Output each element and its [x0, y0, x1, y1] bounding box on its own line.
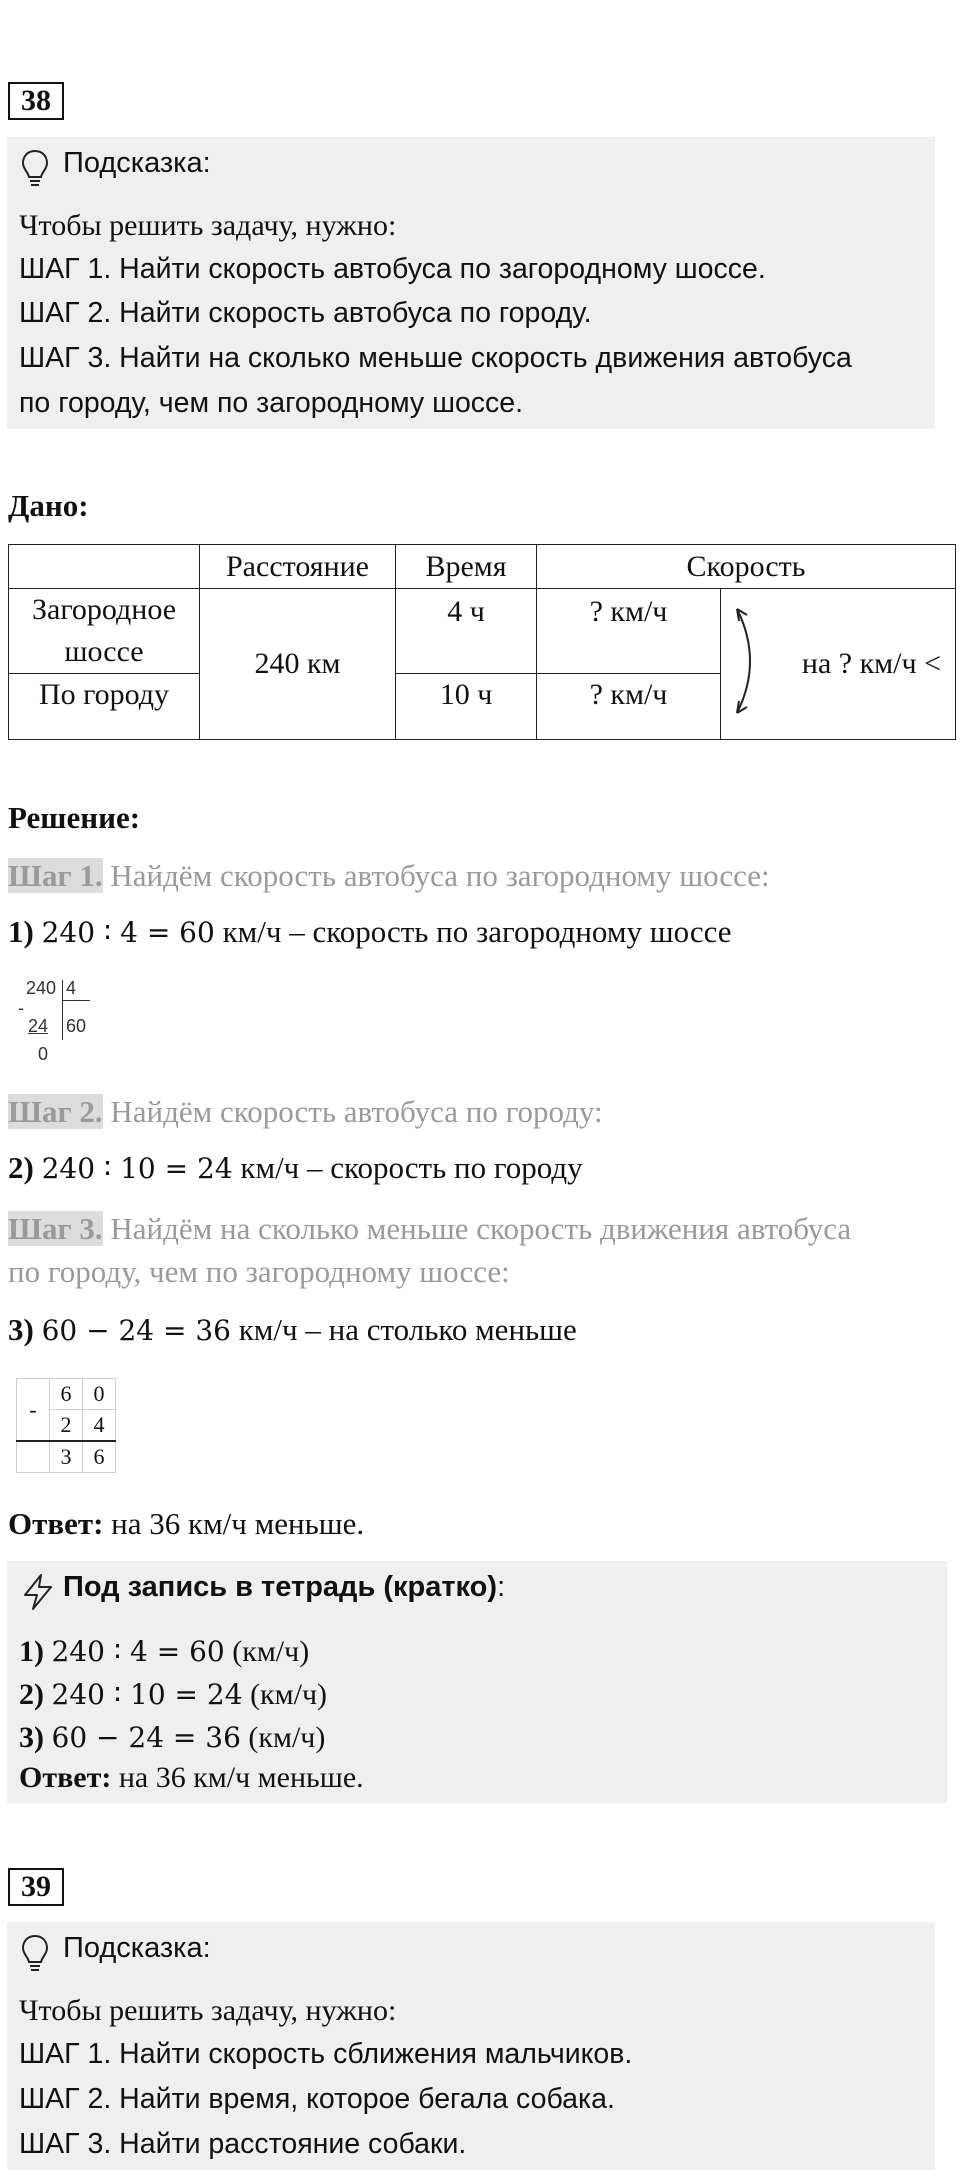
- task-number-39: 39: [8, 1868, 64, 1906]
- step-tag: Шаг 3.: [8, 1211, 103, 1246]
- calc-1: [8, 914, 732, 950]
- hint-title: Подсказка:: [63, 147, 211, 179]
- digit: 3: [50, 1441, 83, 1473]
- step-label: ШАГ 2.: [19, 2083, 112, 2115]
- speed-city: ? км/ч: [537, 674, 721, 740]
- hint-step-2: [19, 297, 592, 330]
- hint-title: Подсказка:: [63, 1932, 211, 1964]
- digit: 0: [83, 1379, 116, 1410]
- row-highway-label: Загородное шоссе: [9, 589, 200, 674]
- step-label: ШАГ 1.: [19, 2038, 112, 2070]
- quotient: 60: [66, 1016, 87, 1036]
- dividend: 240: [26, 978, 57, 998]
- notebook-line-1: [19, 1635, 309, 1669]
- calc-expr: 240 ∶ 4 = 60: [41, 916, 215, 949]
- digit: 2: [50, 1410, 83, 1442]
- hint-intro: Чтобы решить задачу, нужно:: [19, 209, 397, 242]
- time-city: 10 ч: [396, 674, 537, 740]
- long-division: [14, 978, 94, 1070]
- hint-step-3-cont: по городу, чем по загородному шоссе.: [19, 387, 524, 419]
- hint-box: [7, 137, 935, 429]
- time-highway: 4 ч: [396, 589, 537, 674]
- step-text: Найти скорость сближения мальчиков.: [119, 2038, 633, 2070]
- hint-step-2: [19, 2083, 615, 2116]
- step-desc: Найдём на сколько меньше скорость движения автобуса: [110, 1211, 852, 1246]
- header-distance: Расстояние: [200, 545, 396, 589]
- step-text: Найти скорость автобуса по загородному шоссе.: [119, 253, 766, 285]
- calc-num: 1): [19, 1635, 44, 1668]
- hint-step-1: [19, 253, 766, 286]
- digit: 4: [83, 1410, 116, 1442]
- subtrahend: 24: [28, 1016, 49, 1036]
- calc-num: 3): [8, 1312, 34, 1347]
- calc-unit: (км/ч): [240, 1721, 326, 1754]
- step-label: ШАГ 2.: [19, 297, 112, 329]
- header-speed: Скорость: [537, 545, 956, 589]
- calc-unit: (км/ч): [242, 1678, 328, 1711]
- calc-text: км/ч – скорость по загородному шоссе: [214, 914, 732, 949]
- hint-step-3: [19, 342, 852, 375]
- header-time: Время: [396, 545, 537, 589]
- step-text: Найти скорость автобуса по городу.: [119, 297, 592, 329]
- lightbulb-icon: [21, 149, 49, 189]
- answer-label: Ответ:: [19, 1761, 112, 1794]
- speed-highway: ? км/ч: [537, 589, 721, 674]
- answer-text: на 36 км/ч меньше.: [111, 1761, 364, 1794]
- calc-num: 3): [19, 1721, 44, 1754]
- remainder: 0: [38, 1044, 49, 1064]
- solution-step-3-cont: по городу, чем по загородному шоссе:: [8, 1254, 510, 1289]
- step-text: Найти расстояние собаки.: [119, 2128, 467, 2160]
- calc-expr: 60 − 24 = 36: [41, 1314, 231, 1347]
- compare-arrow-icon: [729, 601, 769, 721]
- calc-expr: 60 − 24 = 36: [51, 1721, 241, 1754]
- empty-cell: [17, 1441, 50, 1473]
- notebook-title-text: Под запись в тетрадь (кратко): [63, 1571, 498, 1603]
- row-city-label: По городу: [9, 674, 200, 740]
- calc-num: 2): [19, 1678, 44, 1711]
- calc-expr: 240 ∶ 10 = 24: [51, 1678, 243, 1711]
- solution-step-1: [8, 858, 770, 894]
- step-desc: Найдём скорость автобуса по городу:: [110, 1094, 603, 1129]
- notebook-line-2: [19, 1678, 327, 1712]
- step-tag: Шаг 2.: [8, 1094, 103, 1129]
- hint-step-3: [19, 2128, 466, 2161]
- answer-text: на 36 км/ч меньше.: [103, 1506, 365, 1541]
- solution-heading: Решение:: [8, 800, 141, 835]
- minus-sign: -: [18, 998, 24, 1018]
- calc-expr: 240 ∶ 4 = 60: [51, 1635, 225, 1668]
- digit: 6: [50, 1379, 83, 1410]
- calc-2: [8, 1150, 583, 1186]
- answer-line: [8, 1506, 364, 1542]
- step-label: ШАГ 1.: [19, 253, 112, 285]
- lightning-icon: [21, 1573, 55, 1611]
- notebook-title: [63, 1571, 505, 1604]
- calc-text: км/ч – скорость по городу: [232, 1150, 583, 1185]
- notebook-box: [7, 1561, 947, 1803]
- digit: 6: [83, 1441, 116, 1473]
- step-desc: Найдём скорость автобуса по загородному шоссе:: [110, 858, 770, 893]
- given-heading: Дано:: [8, 488, 89, 523]
- hint-box: [7, 1922, 935, 2170]
- notebook-answer: [19, 1761, 364, 1795]
- step-tag: Шаг 1.: [8, 858, 103, 893]
- division-line: [62, 1000, 90, 1001]
- divisor: 4: [66, 978, 77, 998]
- column-subtraction: [16, 1378, 116, 1473]
- step-text: Найти на сколько меньше скорость движения автобуса: [119, 342, 852, 374]
- calc-expr: 240 ∶ 10 = 24: [41, 1152, 233, 1185]
- hint-intro: Чтобы решить задачу, нужно:: [19, 1994, 397, 2027]
- calc-text: км/ч – на столько меньше: [231, 1312, 577, 1347]
- lightbulb-icon: [21, 1934, 49, 1974]
- division-bar: [62, 980, 63, 1040]
- notebook-title-colon: :: [497, 1571, 506, 1603]
- step-text: Найти время, которое бегала собака.: [119, 2083, 615, 2115]
- notebook-line-3: [19, 1721, 325, 1755]
- compare-cell: [721, 589, 956, 740]
- calc-num: 1): [8, 914, 34, 949]
- minus-sign: -: [17, 1379, 50, 1442]
- calc-3: [8, 1312, 577, 1348]
- answer-label: Ответ:: [8, 1506, 104, 1541]
- step-label: ШАГ 3.: [19, 342, 112, 374]
- compare-text: на ? км/ч <: [801, 647, 941, 680]
- calc-unit: (км/ч): [224, 1635, 310, 1668]
- given-table: [8, 544, 956, 740]
- distance-cell: 240 км: [200, 589, 396, 740]
- step-label: ШАГ 3.: [19, 2128, 112, 2160]
- task-number-38: 38: [8, 82, 64, 120]
- calc-num: 2): [8, 1150, 34, 1185]
- header-empty: [9, 545, 200, 589]
- solution-step-2: [8, 1094, 603, 1130]
- hint-step-1: [19, 2038, 632, 2071]
- solution-step-3: [8, 1211, 851, 1247]
